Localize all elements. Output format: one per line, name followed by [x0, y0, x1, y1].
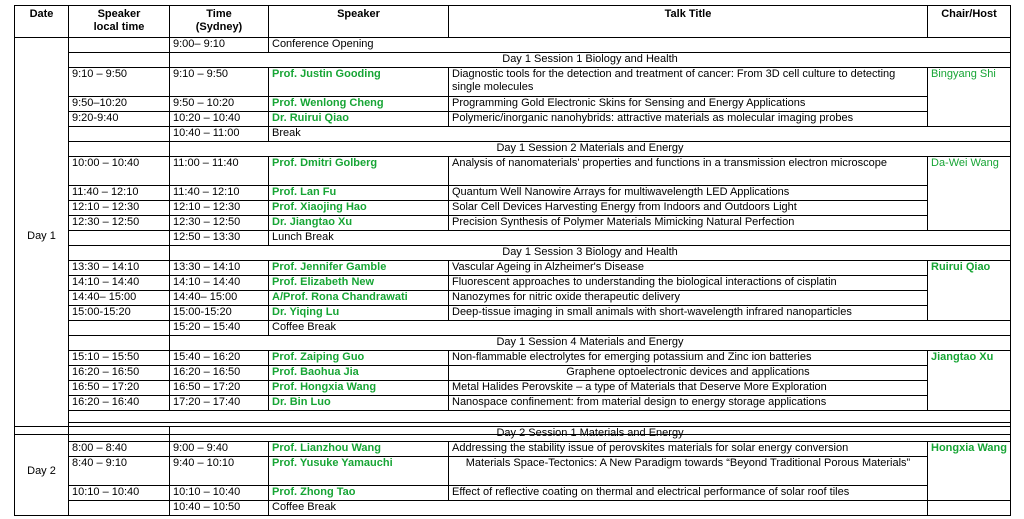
talk-title: Quantum Well Nanowire Arrays for multiwavelength LED Applications: [449, 186, 928, 201]
talk-row: [15, 442, 1011, 457]
talk-row: [15, 396, 1011, 411]
local-time-cell: 8:40 – 9:10: [69, 457, 170, 486]
local-time-cell: [69, 246, 170, 261]
sydney-time-cell: 10:40 – 11:00: [170, 127, 269, 142]
local-time-cell: [69, 336, 170, 351]
local-time-cell: 14:40– 15:00: [69, 291, 170, 306]
speaker-name: Prof. Hongxia Wang: [269, 381, 449, 396]
session-header-row: [15, 142, 1011, 157]
break-row: [15, 501, 1011, 516]
talk-title: Nanozymes for nitric oxide therapeutic delivery: [449, 291, 928, 306]
session-chair: Hongxia Wang: [928, 442, 1011, 501]
session-chair: Jiangtao Xu: [928, 351, 1011, 411]
local-time-cell: 16:20 – 16:50: [69, 366, 170, 381]
speaker-name: Dr. Jiangtao Xu: [269, 216, 449, 231]
talk-row: [15, 261, 1011, 276]
sydney-time-cell: 16:50 – 17:20: [170, 381, 269, 396]
talk-title: Vascular Ageing in Alzheimer's Disease: [449, 261, 928, 276]
sydney-time-cell: 12:30 – 12:50: [170, 216, 269, 231]
talk-title: Diagnostic tools for the detection and treatment of cancer: From 3D cell culture to detecting single molecules: [449, 68, 928, 97]
talk-row: [15, 486, 1011, 501]
local-time-cell: [69, 321, 170, 336]
talk-row: [15, 291, 1011, 306]
header-talk-title: Talk Title: [449, 6, 928, 38]
sydney-time-cell: 12:10 – 12:30: [170, 201, 269, 216]
local-time-cell: 14:10 – 14:40: [69, 276, 170, 291]
sydney-time-cell: 11:40 – 12:10: [170, 186, 269, 201]
local-time-cell: 15:00-15:20: [69, 306, 170, 321]
day2-label: Day 2: [15, 427, 69, 516]
break-text: Break: [269, 127, 1011, 142]
sydney-time-cell: 9:00 – 9:40: [170, 442, 269, 457]
local-time-cell: 16:20 – 16:40: [69, 396, 170, 411]
talk-row: [15, 201, 1011, 216]
speaker-name: Prof. Wenlong Cheng: [269, 97, 449, 112]
talk-row: [15, 97, 1011, 112]
session-chair: Ruirui Qiao: [928, 261, 1011, 321]
local-time-cell: [69, 231, 170, 246]
session-header-row: [15, 336, 1011, 351]
local-time-cell: 12:10 – 12:30: [69, 201, 170, 216]
local-time-cell: 8:00 – 8:40: [69, 442, 170, 457]
header-row: [15, 6, 1011, 38]
sydney-time-cell: 9:40 – 10:10: [170, 457, 269, 486]
local-time-cell: 12:30 – 12:50: [69, 216, 170, 231]
session-title: Day 1 Session 1 Biology and Health: [170, 53, 1011, 68]
break-text: Coffee Break: [269, 321, 1011, 336]
break-row: [15, 321, 1011, 336]
local-time-cell: [69, 38, 170, 53]
header-chair-host: Chair/Host: [928, 6, 1011, 38]
speaker-name: Prof. Jennifer Gamble: [269, 261, 449, 276]
talk-title: Materials Space-Tectonics: A New Paradigm towards “Beyond Traditional Porous Materials”: [449, 457, 928, 486]
sydney-time-cell: 15:20 – 15:40: [170, 321, 269, 336]
local-time-cell: 9:10 – 9:50: [69, 68, 170, 97]
talk-title: Fluorescent approaches to understanding the biological interactions of cisplatin: [449, 276, 928, 291]
speaker-name: Prof. Zhong Tao: [269, 486, 449, 501]
conference-schedule-table: [14, 5, 1011, 435]
speaker-name: Prof. Baohua Jia: [269, 366, 449, 381]
local-time-cell: 9:50–10:20: [69, 97, 170, 112]
local-time-cell: [69, 127, 170, 142]
session-header-row: [15, 53, 1011, 68]
header-speaker: Speaker: [269, 6, 449, 38]
speaker-name: A/Prof. Rona Chandrawati: [269, 291, 449, 306]
local-time-cell: 13:30 – 14:10: [69, 261, 170, 276]
session-title: Day 1 Session 2 Materials and Energy: [170, 142, 1011, 157]
empty-chair-cell: [928, 501, 1011, 516]
talk-row: [15, 112, 1011, 127]
local-time-cell: 10:00 – 10:40: [69, 157, 170, 186]
sydney-time-cell: 9:00– 9:10: [170, 38, 269, 53]
local-time-cell: [69, 142, 170, 157]
speaker-name: Prof. Lianzhou Wang: [269, 442, 449, 457]
talk-title: Metal Halides Perovskite – a type of Materials that Deserve More Exploration: [449, 381, 928, 396]
session-header-row: [15, 427, 1011, 442]
speaker-name: Dr. Yiqing Lu: [269, 306, 449, 321]
speaker-name: Prof. Dmitri Golberg: [269, 157, 449, 186]
talk-title: Precision Synthesis of Polymer Materials Mimicking Natural Perfection: [449, 216, 928, 231]
talk-title: Addressing the stability issue of perovskites materials for solar energy conversion: [449, 442, 928, 457]
local-time-cell: 10:10 – 10:40: [69, 486, 170, 501]
opening-text: Conference Opening: [269, 38, 1011, 53]
session-header-row: [15, 246, 1011, 261]
speaker-name: Dr. Ruirui Qiao: [269, 112, 449, 127]
session-chair: Bingyang Shi: [928, 68, 1011, 127]
talk-row: [15, 381, 1011, 396]
local-time-cell: [69, 427, 170, 442]
talk-row: [15, 306, 1011, 321]
sydney-time-cell: 10:10 – 10:40: [170, 486, 269, 501]
local-time-cell: 11:40 – 12:10: [69, 186, 170, 201]
header-speaker-local-time: [69, 6, 170, 38]
sydney-time-cell: 14:40– 15:00: [170, 291, 269, 306]
sydney-time-cell: 10:40 – 10:50: [170, 501, 269, 516]
sydney-time-cell: 12:50 – 13:30: [170, 231, 269, 246]
speaker-name: Prof. Lan Fu: [269, 186, 449, 201]
session-chair: Da-Wei Wang: [928, 157, 1011, 231]
session-title: Day 2 Session 1 Materials and Energy: [170, 427, 1011, 442]
talk-title: Non-flammable electrolytes for emerging potassium and Zinc ion batteries: [449, 351, 928, 366]
talk-title: Graphene optoelectronic devices and applications: [449, 366, 928, 381]
session-title: Day 1 Session 3 Biology and Health: [170, 246, 1011, 261]
speaker-name: Prof. Zaiping Guo: [269, 351, 449, 366]
sydney-time-cell: 11:00 – 11:40: [170, 157, 269, 186]
local-time-cell: 15:10 – 15:50: [69, 351, 170, 366]
talk-title: Solar Cell Devices Harvesting Energy from Indoors and Outdoors Light: [449, 201, 928, 216]
talk-row: [15, 366, 1011, 381]
speaker-name: Dr. Bin Luo: [269, 396, 449, 411]
speaker-name: Prof. Justin Gooding: [269, 68, 449, 97]
sydney-time-cell: 17:20 – 17:40: [170, 396, 269, 411]
speaker-name: Prof. Xiaojing Hao: [269, 201, 449, 216]
sydney-time-cell: 15:00-15:20: [170, 306, 269, 321]
sydney-time-cell: 10:20 – 10:40: [170, 112, 269, 127]
day2-schedule-table: [14, 426, 1011, 516]
talk-row: [15, 457, 1011, 486]
header-speaker-local-line1: Speaker: [97, 8, 141, 20]
talk-row: [15, 216, 1011, 231]
talk-row: [15, 351, 1011, 366]
sydney-time-cell: 13:30 – 14:10: [170, 261, 269, 276]
local-time-cell: 9:20-9:40: [69, 112, 170, 127]
local-time-cell: 16:50 – 17:20: [69, 381, 170, 396]
day1-label: Day 1: [15, 38, 69, 435]
talk-row: [15, 68, 1011, 97]
sydney-time-cell: 9:10 – 9:50: [170, 68, 269, 97]
sydney-time-cell: 16:20 – 16:50: [170, 366, 269, 381]
sydney-time-cell: 15:40 – 16:20: [170, 351, 269, 366]
header-time-line2: (Sydney): [195, 21, 243, 33]
talk-row: [15, 276, 1011, 291]
talk-title: Analysis of nanomaterials' properties and functions in a transmission electron microscope: [449, 157, 928, 186]
session-title: Day 1 Session 4 Materials and Energy: [170, 336, 1011, 351]
local-time-cell: [69, 53, 170, 68]
break-row: [15, 127, 1011, 142]
talk-title: Nanospace confinement: from material design to energy storage applications: [449, 396, 928, 411]
talk-title: Effect of reflective coating on thermal and electrical performance of solar roof tiles: [449, 486, 928, 501]
break-text: Lunch Break: [269, 231, 1011, 246]
local-time-cell: [69, 501, 170, 516]
talk-row: [15, 157, 1011, 186]
speaker-name: Prof. Yusuke Yamauchi: [269, 457, 449, 486]
header-date: Date: [15, 6, 69, 38]
sydney-time-cell: 14:10 – 14:40: [170, 276, 269, 291]
header-speaker-local-line2: local time: [93, 21, 145, 33]
break-text: Coffee Break: [269, 501, 928, 516]
day-separator: [69, 411, 1011, 423]
sydney-time-cell: 9:50 – 10:20: [170, 97, 269, 112]
header-time-sydney: [170, 6, 269, 38]
opening-row: [15, 38, 1011, 53]
speaker-name: Prof. Elizabeth New: [269, 276, 449, 291]
day-separator-row: [15, 411, 1011, 423]
talk-row: [15, 186, 1011, 201]
talk-title: Deep-tissue imaging in small animals with short-wavelength infrared nanoparticles: [449, 306, 928, 321]
header-time-line1: Time: [206, 8, 232, 20]
talk-title: Polymeric/inorganic nanohybrids: attractive materials as molecular imaging probes: [449, 112, 928, 127]
break-row: [15, 231, 1011, 246]
talk-title: Programming Gold Electronic Skins for Sensing and Energy Applications: [449, 97, 928, 112]
